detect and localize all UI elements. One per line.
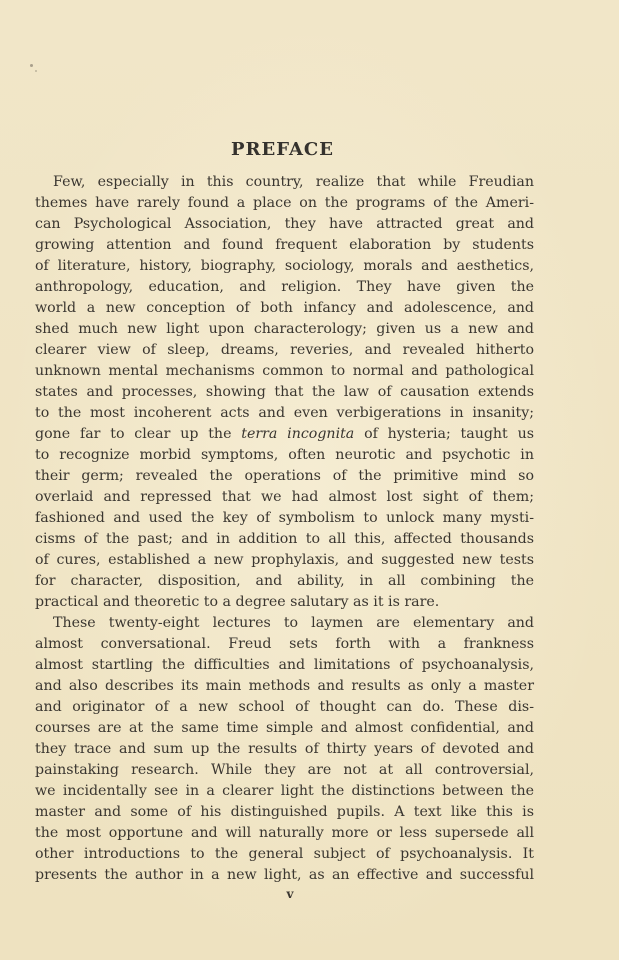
text-line: shed much new light upon characterology; given us a new and — [35, 321, 534, 337]
text-line: we incidentally see in a clearer light the distinctions between the — [35, 783, 534, 799]
text-line: overlaid and repressed that we had almost lost sight of them; — [35, 489, 534, 505]
text-line: almost startling the difficulties and limitations of psychoanalysis, — [35, 657, 534, 673]
text-segment: gone far to clear up the — [35, 426, 242, 442]
text-line: they trace and sum up the results of thirty years of devoted and — [35, 741, 534, 757]
text-line: the most opportune and will naturally more or less supersede all — [35, 825, 534, 841]
text-line: Few, especially in this country, realize that while Freudian — [53, 174, 534, 190]
text-line: fashioned and used the key of symbolism to unlock many mysti- — [35, 510, 534, 526]
text-line: of cures, established a new prophylaxis, and suggested new tests — [35, 552, 534, 568]
text-line: anthropology, education, and religion. They have given the — [35, 279, 534, 295]
text-line: practical and theoretic to a degree salutary as it is rare. — [35, 594, 440, 610]
text-line: cisms of the past; and in addition to all this, affected thousands — [35, 531, 534, 547]
text-line: unknown mental mechanisms common to normal and pathological — [35, 363, 534, 379]
text-line: and originator of a new school of thought can do. These dis- — [35, 699, 534, 715]
text-line: painstaking research. While they are not at all controversial, — [35, 762, 534, 778]
ink-speck — [30, 64, 33, 67]
text-line-with-italic — [35, 424, 534, 445]
text-segment: of hysteria; taught us — [354, 426, 534, 442]
italic-phrase: terra incognita — [241, 426, 355, 442]
text-line: to recognize morbid symptoms, often neurotic and psychotic in — [35, 447, 534, 463]
text-line: of literature, history, biography, sociology, morals and aesthetics, — [35, 258, 534, 274]
text-line: master and some of his distinguished pupils. A text like this is — [35, 804, 534, 820]
text-line: These twenty-eight lectures to laymen are elementary and — [53, 615, 534, 631]
text-line: can Psychological Association, they have attracted great and — [35, 216, 534, 232]
text-line: presents the author in a new light, as an effective and successful — [35, 867, 534, 883]
text-line: world a new conception of both infancy and adolescence, and — [35, 300, 534, 316]
page-number: v — [286, 887, 294, 901]
text-line: for character, disposition, and ability, in all combining the — [35, 573, 534, 589]
text-line: almost conversational. Freud sets forth with a frankness — [35, 636, 534, 652]
text-line: growing attention and found frequent elaboration by students — [35, 237, 534, 253]
text-line: themes have rarely found a place on the programs of the Ameri- — [35, 195, 534, 211]
text-line: and also describes its main methods and results as only a master — [35, 678, 534, 694]
body-text — [35, 172, 534, 886]
text-line: courses are at the same time simple and almost confidential, and — [35, 720, 534, 736]
text-line: to the most incoherent acts and even verbigerations in insanity; — [35, 405, 534, 421]
text-line: clearer view of sleep, dreams, reveries, and revealed hitherto — [35, 342, 534, 358]
ink-speck — [35, 70, 37, 72]
page-title: PREFACE — [231, 139, 334, 160]
text-line: their germ; revealed the operations of the primitive mind so — [35, 468, 534, 484]
text-line: states and processes, showing that the law of causation extends — [35, 384, 534, 400]
text-line: other introductions to the general subject of psychoanalysis. It — [35, 846, 534, 862]
